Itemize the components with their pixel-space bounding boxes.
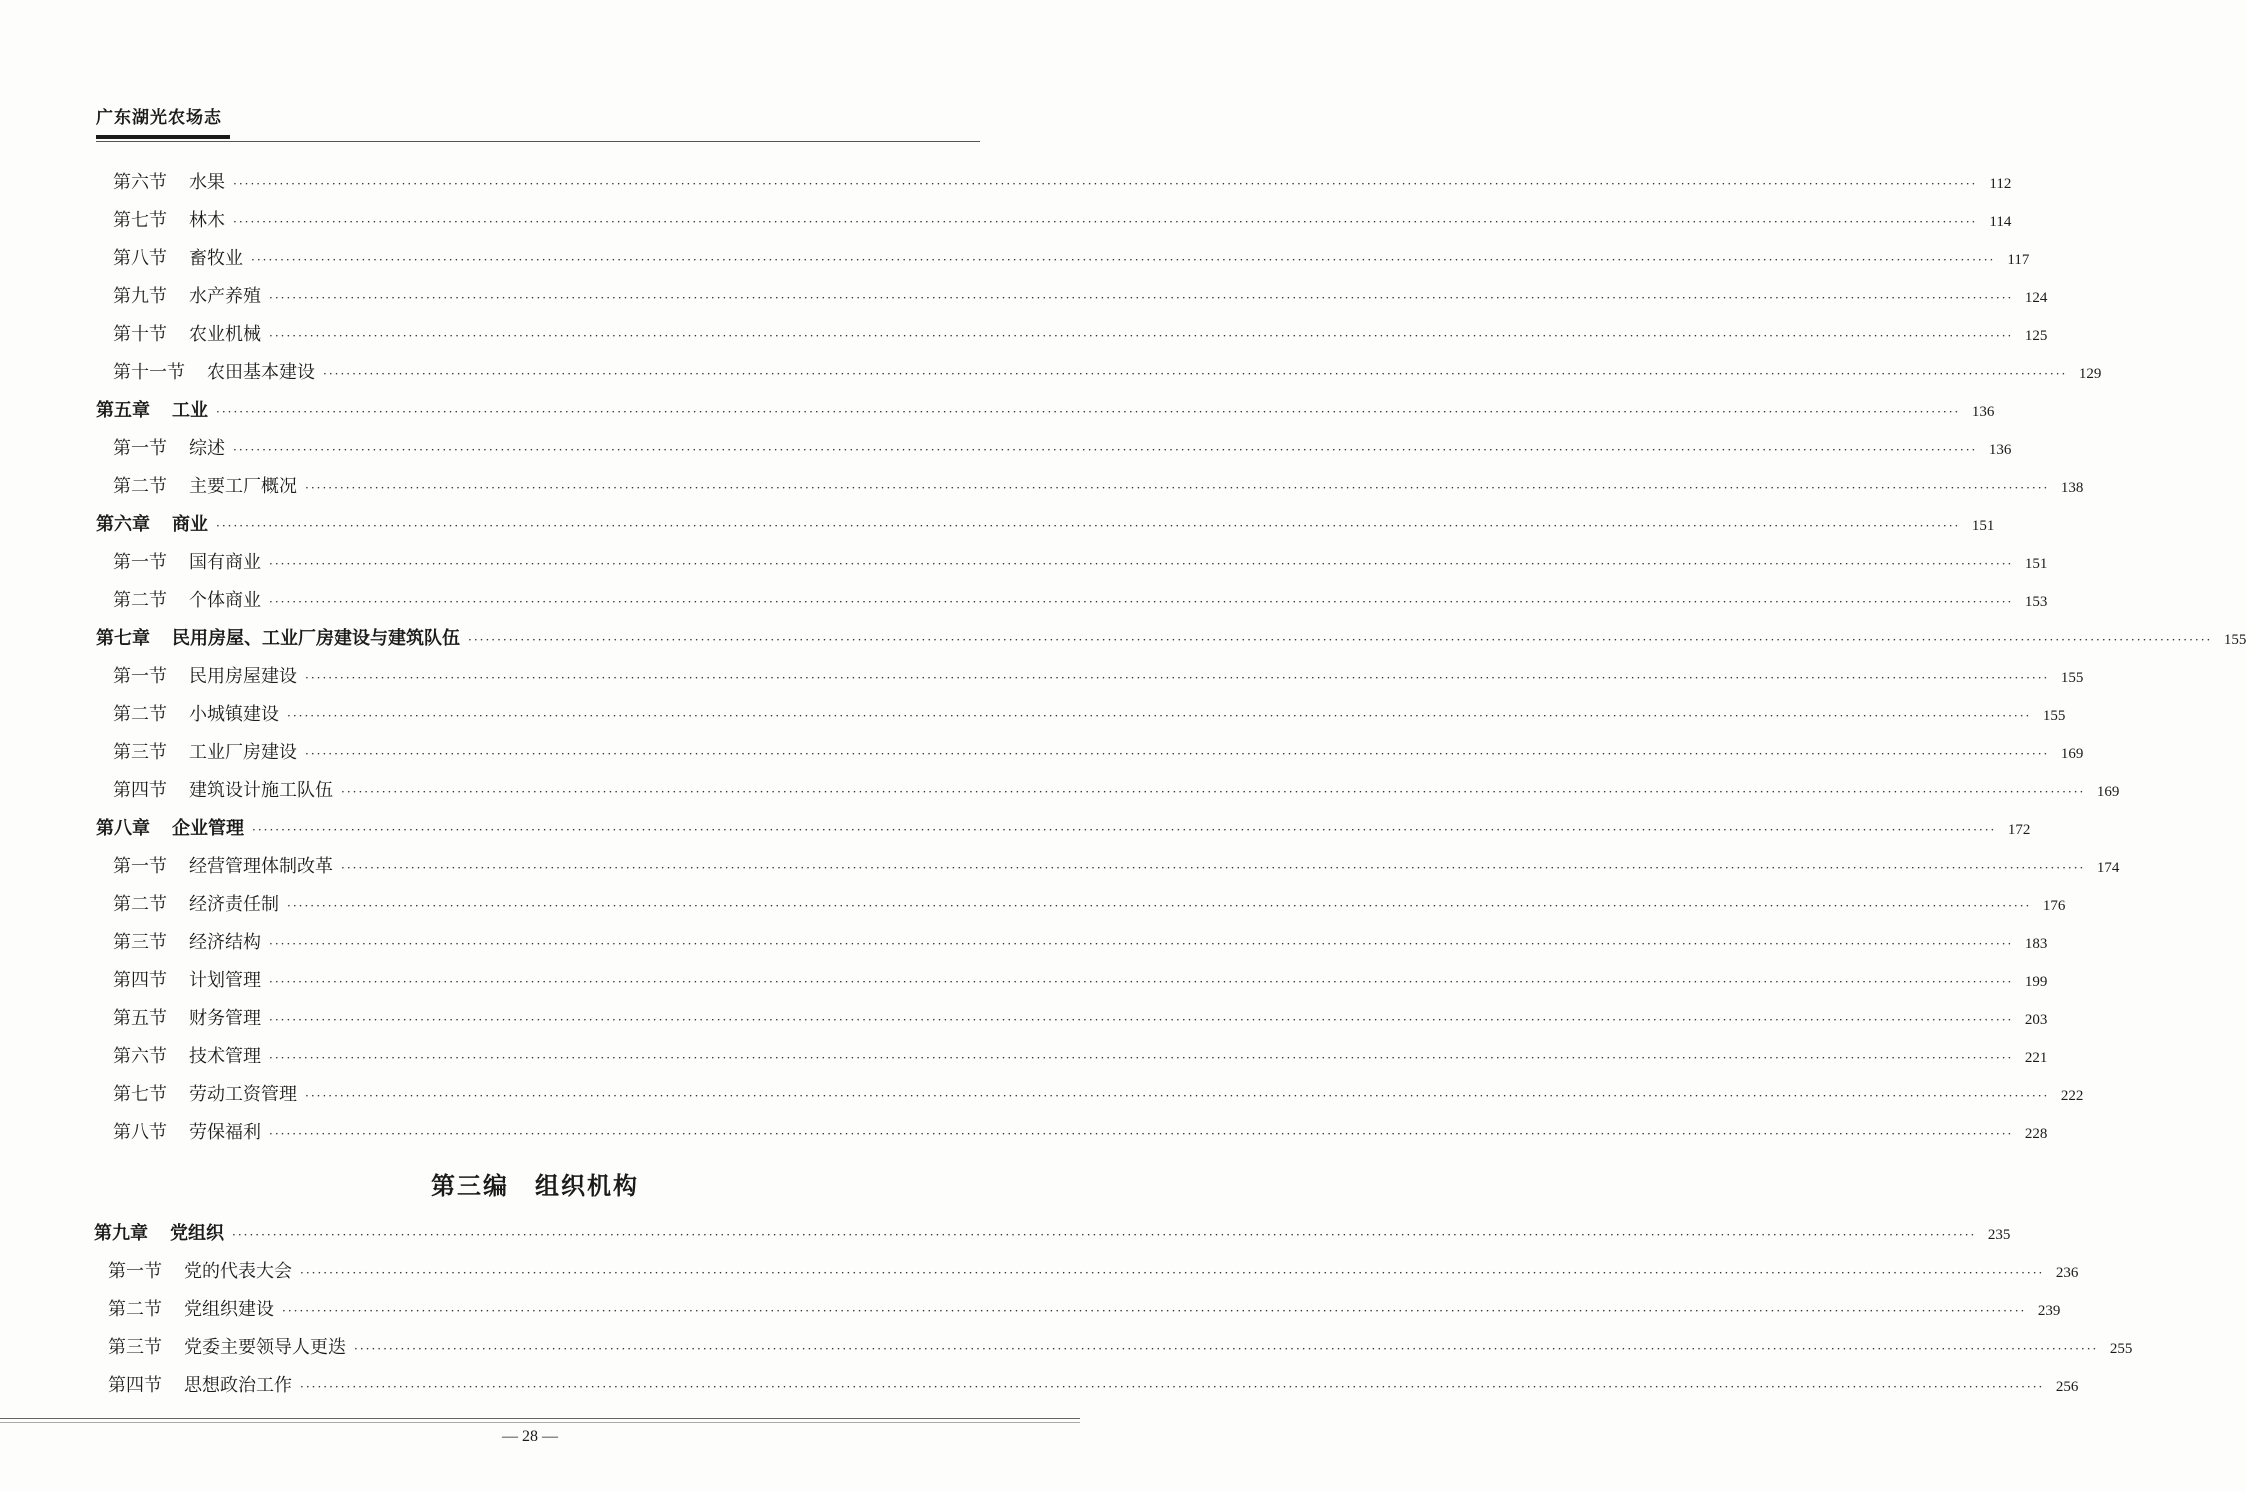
toc-entry-label: 第八节 [113,248,167,269]
dot-leader: ············································································································································································································································································································ [269,1013,2014,1027]
toc-entry-title: 民用房屋建设 [189,666,297,687]
toc-section-entry [108,1335,2133,1361]
toc-section-entry [113,550,2048,576]
toc-section-entry [113,474,2084,500]
toc-entry-title: 工业厂房建设 [189,742,297,763]
toc-entry-label: 第一节 [113,438,167,459]
toc-entry-title: 水果 [189,172,225,193]
toc-page-number: 125 [2024,328,2048,344]
toc-section-entry [113,702,2066,728]
toc-entry-label: 第二节 [113,476,167,497]
toc-entry-label: 第二节 [113,590,167,611]
toc-entry-title: 小城镇建设 [189,704,279,725]
toc-entry-title: 技术管理 [189,1046,261,1067]
toc-section-entry [113,1006,2048,1032]
toc-entry-label: 第六节 [113,1046,167,1067]
dot-leader: ············································································································································································································································································································ [233,443,1978,457]
toc-entry-title: 企业管理 [172,818,244,839]
toc-section-entry [113,854,2120,880]
toc-entry-label: 第三节 [108,1337,162,1358]
toc-chapter-entry [94,1221,2011,1247]
toc-entry-title: 商业 [172,514,208,535]
dot-leader: ············································································································································································································································································································ [305,481,2050,495]
toc-chapter-entry [96,512,1995,538]
toc-page-number: 199 [2024,974,2048,990]
toc-entry-label: 第十节 [113,324,167,345]
toc-entry-title: 党的代表大会 [184,1261,292,1282]
toc-entry-label: 第七节 [113,210,167,231]
toc-entry-label: 第一节 [113,856,167,877]
dot-leader: ············································································································································································································································································································ [305,671,2050,685]
toc-page-number: 138 [2060,480,2084,496]
toc-entry-title: 农业机械 [189,324,261,345]
toc-entry-title: 财务管理 [189,1008,261,1029]
dot-leader: ············································································································································································································································································································ [233,215,1978,229]
toc-page-number: 239 [2037,1303,2061,1319]
dot-leader: ············································································································································································································································································································ [216,519,1961,533]
running-header: 广东湖光农场志 [96,108,222,128]
toc-page-number: 183 [2024,936,2048,952]
toc-section-entry [113,778,2120,804]
toc-page-number: 169 [2096,784,2120,800]
toc-entry-title: 党组织建设 [184,1299,274,1320]
toc-entry-label: 第六章 [96,514,150,535]
dot-leader: ············································································································································································································································································································ [269,1127,2014,1141]
toc-page-number: 235 [1987,1227,2011,1243]
toc-section-entry [113,740,2084,766]
toc-section-entry [113,284,2048,310]
toc-page-number: 114 [1989,214,2012,230]
toc-section-entry [108,1373,2079,1399]
toc-entry-title: 计划管理 [189,970,261,991]
toc-section-entry [113,360,2102,386]
toc-page-number: 255 [2109,1341,2133,1357]
toc-page-number: 174 [2096,860,2120,876]
toc-section-entry [113,1120,2048,1146]
toc-entry-label: 第一节 [113,552,167,573]
toc-page-number: 203 [2024,1012,2048,1028]
dot-leader: ············································································································································································································································································································ [269,595,2014,609]
footer-rule [0,1418,1080,1419]
toc-chapter-entry [96,398,1995,424]
dot-leader: ············································································································································································································································································································ [287,709,2032,723]
dot-leader: ············································································································································································································································································································ [269,291,2014,305]
dot-leader: ············································································································································································································································································································ [269,329,2014,343]
toc-entry-title: 党组织 [170,1223,224,1244]
toc-section-entry [113,170,2012,196]
toc-entry-label: 第五节 [113,1008,167,1029]
dot-leader: ············································································································································································································································································································ [252,823,1997,837]
toc-section-entry [113,208,2012,234]
toc-entry-label: 第四节 [113,780,167,801]
toc-entry-title: 民用房屋、工业厂房建设与建筑队伍 [172,628,460,649]
toc-page-number: 169 [2060,746,2084,762]
toc-page-number: 176 [2042,898,2066,914]
toc-section-entry [113,246,2030,272]
dot-leader: ············································································································································································································································································································ [282,1304,2027,1318]
toc-section-entry [113,892,2066,918]
toc-page-number: 155 [2060,670,2084,686]
dot-leader: ············································································································································································································································································································ [354,1342,2099,1356]
toc-page-number: 256 [2055,1379,2079,1395]
toc-section-entry [113,664,2084,690]
dot-leader: ············································································································································································································································································································ [300,1380,2045,1394]
toc-section-entry [113,1044,2048,1070]
toc-page-number: 124 [2024,290,2048,306]
toc-entry-label: 第二节 [108,1299,162,1320]
toc-entry-title: 主要工厂概况 [189,476,297,497]
toc-entry-label: 第四节 [108,1375,162,1396]
toc-section-entry [108,1259,2079,1285]
toc-entry-label: 第八章 [96,818,150,839]
dot-leader: ············································································································································································································································································································ [269,975,2014,989]
toc-entry-label: 第七章 [96,628,150,649]
toc-entry-label: 第四节 [113,970,167,991]
toc-entry-label: 第九节 [113,286,167,307]
dot-leader: ············································································································································································································································································································ [323,367,2068,381]
toc-entry-title: 思想政治工作 [184,1375,292,1396]
part-heading: 第三编 组织机构 [431,1171,639,1200]
toc-entry-title: 劳保福利 [189,1122,261,1143]
dot-leader: ············································································································································································································································································································ [251,253,1996,267]
toc-entry-title: 国有商业 [189,552,261,573]
toc-section-entry [113,436,2012,462]
toc-entry-label: 第二节 [113,894,167,915]
toc-page-number: 155 [2223,632,2246,648]
dot-leader: ············································································································································································································································································································ [233,177,1978,191]
footer-rule-secondary [0,1422,1080,1423]
dot-leader: ············································································································································································································································································································ [269,557,2014,571]
toc-page-number: 222 [2060,1088,2084,1104]
toc-entry-title: 林木 [189,210,225,231]
toc-entry-title: 经济责任制 [189,894,279,915]
toc-entry-title: 党委主要领导人更迭 [184,1337,346,1358]
toc-page-number: 112 [1989,176,2012,192]
toc-entry-title: 建筑设计施工队伍 [189,780,333,801]
toc-page-number: 236 [2055,1265,2079,1281]
toc-page-number: 153 [2024,594,2048,610]
dot-leader: ············································································································································································································································································································ [305,747,2050,761]
dot-leader: ············································································································································································································································································································ [216,405,1961,419]
toc-page-number: 151 [2024,556,2048,572]
dot-leader: ············································································································································································································································································································ [269,1051,2014,1065]
toc-section-entry [113,968,2048,994]
toc-entry-label: 第七节 [113,1084,167,1105]
toc-entry-title: 畜牧业 [189,248,243,269]
toc-chapter-entry [96,626,2246,652]
toc-chapter-entry [96,816,2031,842]
toc-entry-label: 第一节 [108,1261,162,1282]
toc-section-entry [113,588,2048,614]
dot-leader: ············································································································································································································································································································ [232,1228,1977,1242]
toc-section-entry [108,1297,2061,1323]
toc-section-entry [113,322,2048,348]
page-folio: — 28 — [502,1428,558,1445]
dot-leader: ············································································································································································································································································································ [468,633,2213,647]
toc-entry-label: 第六节 [113,172,167,193]
toc-page-number: 136 [1988,442,2012,458]
toc-entry-label: 第二节 [113,704,167,725]
dot-leader: ············································································································································································································································································································ [305,1089,2050,1103]
toc-entry-label: 第五章 [96,400,150,421]
dot-leader: ············································································································································································································································································································ [287,899,2032,913]
toc-entry-label: 第三节 [113,932,167,953]
toc-section-entry [113,1082,2084,1108]
toc-page-number: 151 [1971,518,1995,534]
toc-entry-title: 水产养殖 [189,286,261,307]
toc-entry-title: 劳动工资管理 [189,1084,297,1105]
toc-entry-title: 经营管理体制改革 [189,856,333,877]
toc-page-number: 117 [2007,252,2030,268]
dot-leader: ············································································································································································································································································································ [341,785,2086,799]
toc-page-number: 155 [2042,708,2066,724]
dot-leader: ············································································································································································································································································································ [269,937,2014,951]
toc-page-number: 129 [2078,366,2102,382]
toc-page-number: 136 [1971,404,1995,420]
toc-entry-label: 第九章 [94,1223,148,1244]
header-rule [96,135,230,139]
toc-page-number: 228 [2024,1126,2048,1142]
dot-leader: ············································································································································································································································································································ [300,1266,2045,1280]
toc-entry-title: 经济结构 [189,932,261,953]
dot-leader: ············································································································································································································································································································ [341,861,2086,875]
toc-page-number: 221 [2024,1050,2048,1066]
toc-entry-label: 第八节 [113,1122,167,1143]
toc-entry-title: 工业 [172,400,208,421]
toc-entry-title: 个体商业 [189,590,261,611]
toc-entry-title: 综述 [189,438,225,459]
toc-entry-title: 农田基本建设 [207,362,315,383]
toc-entry-label: 第一节 [113,666,167,687]
toc-entry-label: 第三节 [113,742,167,763]
toc-page-number: 172 [2007,822,2031,838]
toc-section-entry [113,930,2048,956]
toc-entry-label: 第十一节 [113,362,185,383]
header-rule-thin [96,141,980,142]
